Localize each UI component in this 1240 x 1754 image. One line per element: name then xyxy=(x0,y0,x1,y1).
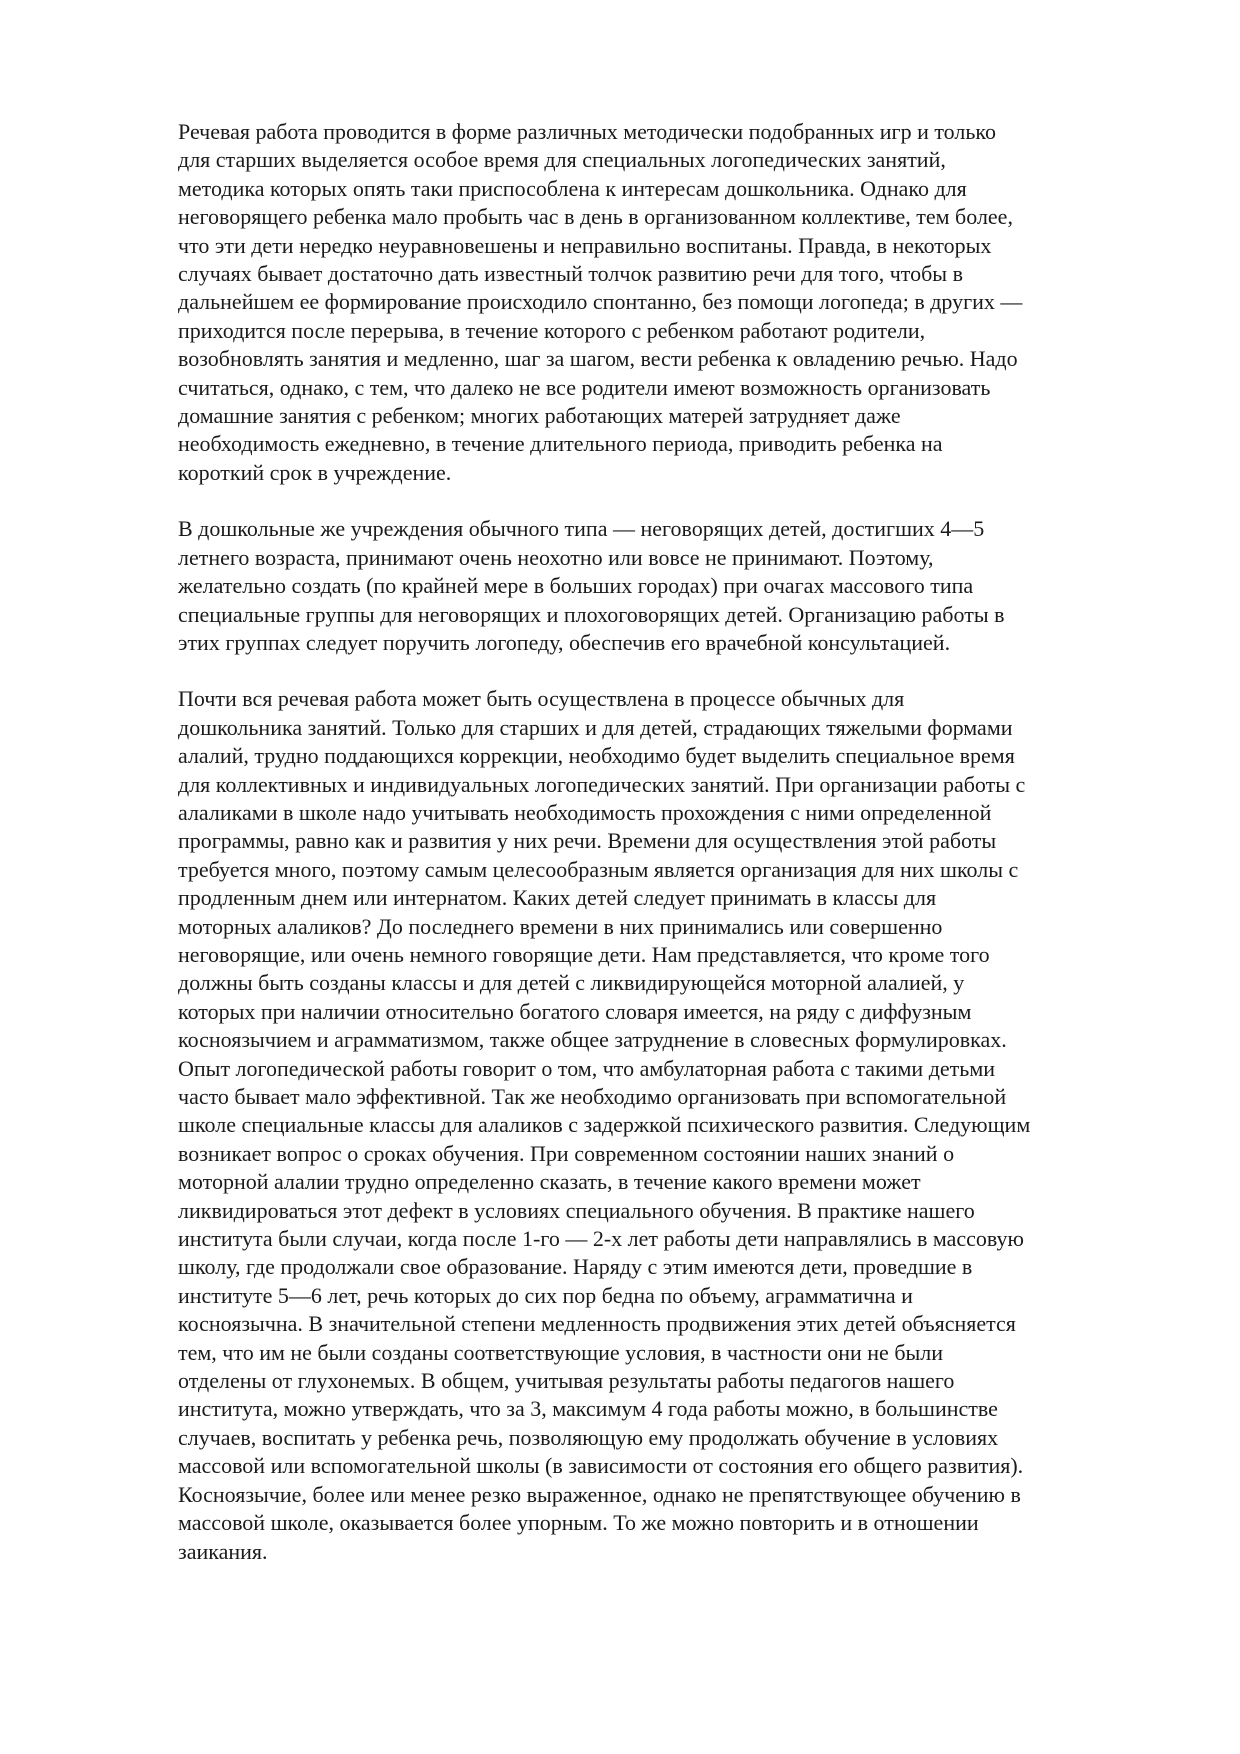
text-line: домашние занятия с ребенком; многих работающих матерей затрудняет даже xyxy=(178,403,901,429)
paragraph-2 xyxy=(178,515,1158,657)
paragraph-1 xyxy=(178,118,1158,487)
text-line: случаях бывает достаточно дать известный толчок развитию речи для того, чтобы в xyxy=(178,261,963,287)
text-line: алалий, трудно поддающихся коррекции, необходимо будет выделить специальное время xyxy=(178,743,1015,769)
text-line: дальнейшем ее формирование происходило спонтанно, без помощи логопеда; в других — xyxy=(178,289,1023,315)
text-line: тем, что им не были созданы соответствующие условия, в частности они не были xyxy=(178,1339,944,1365)
text-line: для старших выделяется особое время для специальных логопедических занятий, xyxy=(178,147,946,173)
text-line: школу, где продолжали свое образование. Наряду с этим имеются дети, проведшие в xyxy=(178,1254,973,1280)
text-body xyxy=(178,118,1158,1594)
text-line: должны быть созданы классы и для детей с ликвидирующейся моторной алалией, у xyxy=(178,970,965,996)
text-line: Почти вся речевая работа может быть осуществлена в процессе обычных для xyxy=(178,686,905,712)
paragraph-3 xyxy=(178,685,1158,1566)
text-line: косноязычием и аграмматизмом, также общее затруднение в словесных формулировках. xyxy=(178,1027,1007,1053)
text-line: моторных алаликов? До последнего времени в них принимались или совершенно xyxy=(178,913,943,939)
text-line: института, можно утверждать, что за 3, максимум 4 года работы можно, в большинстве xyxy=(178,1396,998,1422)
text-line: желательно создать (по крайней мере в больших городах) при очагах массового типа xyxy=(178,573,974,599)
text-line: считаться, однако, с тем, что далеко не все родители имеют возможность организовать xyxy=(178,374,991,400)
text-line: ликвидироваться этот дефект в условиях специального обучения. В практике нашего xyxy=(178,1197,975,1223)
text-line: алаликами в школе надо учитывать необходимость прохождения с ними определенной xyxy=(178,799,992,825)
text-line: отделены от глухонемых. В общем, учитывая результаты работы педагогов нашего xyxy=(178,1368,955,1394)
text-line: этих группах следует поручить логопеду, обеспечив его врачебной консультацией. xyxy=(178,629,951,655)
text-line: институте 5—6 лет, речь которых до сих пор бедна по объему, аграмматична и xyxy=(178,1282,913,1308)
text-line: часто бывает мало эффективной. Так же необходимо организовать при вспомогательной xyxy=(178,1084,1007,1109)
text-line: специальные группы для неговорящих и плохоговорящих детей. Организацию работы в xyxy=(178,601,1005,627)
text-line: программы, равно как и развития у них речи. Времени для осуществления этой работы xyxy=(178,828,997,854)
text-line: возникает вопрос о сроках обучения. При современном состоянии наших знаний о xyxy=(178,1140,955,1166)
text-line: массовой школе, оказывается более упорным. То же можно повторить и в отношении xyxy=(178,1510,979,1536)
text-line: летнего возраста, принимают очень неохотно или вовсе не принимают. Поэтому, xyxy=(178,544,934,570)
text-line: методика которых опять таки приспособлена к интересам дошкольника. Однако для xyxy=(178,175,967,201)
text-line: продленным днем или интернатом. Каких детей следует принимать в классы для xyxy=(178,885,937,911)
text-line: Речевая работа проводится в форме различных методически подобранных игр и только xyxy=(178,119,996,144)
text-line: моторной алалии трудно определенно сказать, в течение какого времени может xyxy=(178,1169,921,1195)
text-line: требуется много, поэтому самым целесообразным является организация для них школы с xyxy=(178,856,1019,882)
text-line: случаев, воспитать у ребенка речь, позволяющую ему продолжать обучение в условиях xyxy=(178,1424,999,1450)
text-line: короткий срок в учреждение. xyxy=(178,459,452,485)
text-line: школе специальные классы для алаликов с задержкой психического развития. Следующим xyxy=(178,1112,1031,1138)
text-line: которых при наличии относительно богатого словаря имеется, на ряду с диффузным xyxy=(178,998,972,1024)
text-line: неговорящие, или очень немного говорящие дети. Нам представляется, что кроме того xyxy=(178,941,990,967)
text-line: косноязычна. В значительной степени медленность продвижения этих детей объясняется xyxy=(178,1311,1016,1337)
text-line: приходится после перерыва, в течение которого с ребенком работают родители, xyxy=(178,317,926,343)
text-line: Опыт логопедической работы говорит о том, что амбулаторная работа с такими детьми xyxy=(178,1055,996,1081)
text-line: В дошкольные же учреждения обычного типа — неговорящих детей, достигших 4—5 xyxy=(178,516,985,542)
text-line: неговорящего ребенка мало пробыть час в день в организованном коллективе, тем более, xyxy=(178,204,1013,230)
text-line: института были случаи, когда после 1-го — 2-х лет работы дети направлялись в массовую xyxy=(178,1226,1024,1252)
text-line: Косноязычие, более или менее резко выраженное, однако не препятствующее обучению в xyxy=(178,1481,1021,1507)
text-line: заикания. xyxy=(178,1538,268,1564)
text-line: возобновлять занятия и медленно, шаг за шагом, вести ребенка к овладению речью. Надо xyxy=(178,346,1018,372)
text-line: что эти дети нередко неуравновешены и неправильно воспитаны. Правда, в некоторых xyxy=(178,232,992,258)
text-line: необходимость ежедневно, в течение длительного периода, приводить ребенка на xyxy=(178,431,943,457)
text-line: дошкольника занятий. Только для старших и для детей, страдающих тяжелыми формами xyxy=(178,714,1013,740)
text-line: массовой или вспомогательной школы (в зависимости от состояния его общего развития). xyxy=(178,1453,1024,1479)
text-line: для коллективных и индивидуальных логопедических занятий. При организации работы с xyxy=(178,771,1026,797)
